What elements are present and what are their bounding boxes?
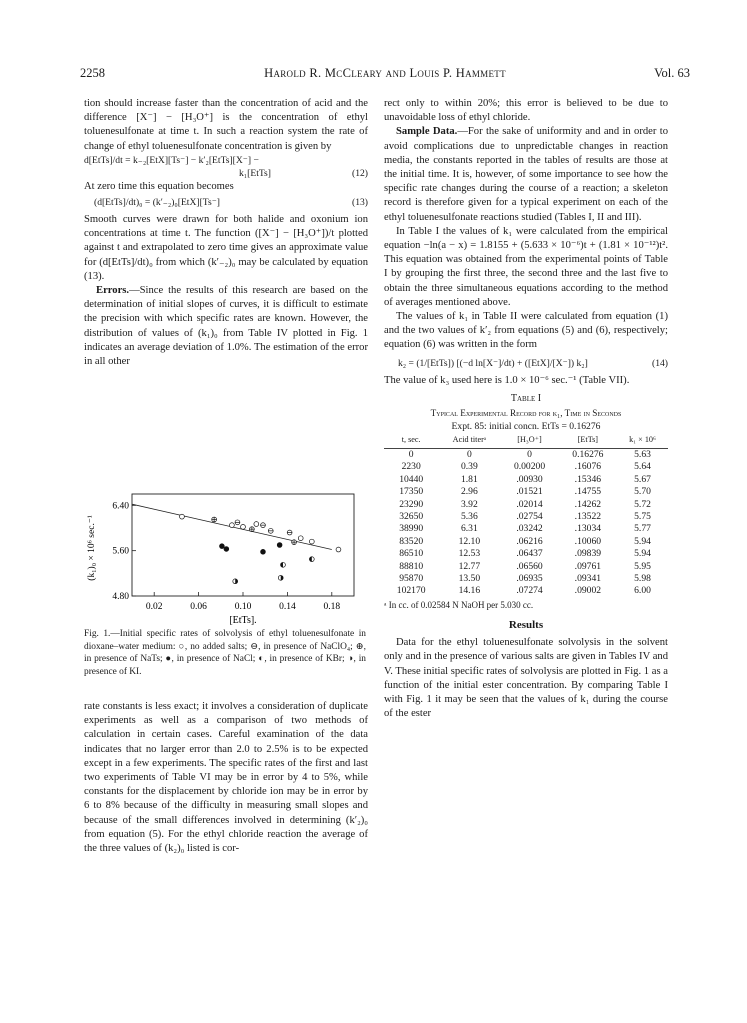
data-point-open bbox=[180, 514, 185, 519]
table-1 bbox=[384, 392, 668, 612]
table-cell: 10440 bbox=[399, 473, 424, 485]
table-body bbox=[384, 448, 668, 597]
y-axis-label: (k₁)₀ × 10⁶ sec.⁻¹ bbox=[87, 515, 97, 581]
running-header bbox=[80, 66, 690, 84]
table-cell: 0.16276 bbox=[572, 448, 604, 460]
paragraph: rate constants is less exact; it involves a consideration of duplicate experiments as well as a comparison of two methods of calculation in certain cases. Careful examination of the data indicates that no larger error than 2.0 to 2.5% is to be expected except in a few experiments. The specific rates of the first and last two experiments of Table VI may be in error by 4 to 5%, while constants for the displacement by chloride ion may be in error by 6 to 8% because of the difficulty in measuring small slopes and because of the small differences involved in determining (k′₂)₀ from equation (5). For the ethyl chloride reaction the average of the three values of (k₂)₀ listed is cor- bbox=[84, 701, 368, 855]
data-point-minus bbox=[235, 520, 240, 525]
table-subtitle: Expt. 85: initial concn. EtTs = 0.16276 bbox=[451, 421, 601, 433]
table-cell: 5.75 bbox=[634, 510, 651, 522]
data-point-half-left bbox=[281, 562, 286, 567]
table-header-cell: Acid titerᵃ bbox=[438, 434, 500, 448]
table-cell: 0 bbox=[527, 448, 532, 460]
point-marker bbox=[180, 514, 185, 519]
point-marker bbox=[261, 549, 266, 554]
right-column bbox=[384, 97, 668, 721]
table-cell: 2230 bbox=[401, 461, 421, 473]
data-point-minus bbox=[287, 530, 292, 535]
table-cell: 5.72 bbox=[634, 498, 651, 510]
table-cell: .06935 bbox=[516, 572, 543, 584]
table-row bbox=[384, 461, 668, 473]
equation-number: (13) bbox=[352, 197, 368, 209]
run-in-heading: Sample Data. bbox=[396, 126, 458, 138]
table-cell: 0 bbox=[466, 448, 472, 460]
table-cell: 13.50 bbox=[458, 572, 481, 584]
run-in-heading: Errors. bbox=[96, 285, 130, 297]
equation-12-line1: d[EtTs]/dt = k₋₂[EtX][Ts⁻] − k′₂[EtTs][X⁻] − bbox=[84, 154, 259, 166]
table-cell: .09761 bbox=[574, 560, 602, 572]
table-row bbox=[384, 561, 668, 573]
point-marker bbox=[298, 536, 303, 541]
table-cell: 5.77 bbox=[634, 523, 651, 535]
table-row bbox=[384, 585, 668, 597]
running-authors: Harold R. McCleary and Louis P. Hammett bbox=[264, 66, 506, 80]
table-cell: 0.00200 bbox=[513, 461, 546, 473]
point-marker bbox=[254, 522, 259, 527]
table-cell: .13522 bbox=[574, 510, 602, 522]
x-tick-label: 0.18 bbox=[323, 602, 341, 612]
point-marker bbox=[224, 547, 229, 552]
table-cell: .07274 bbox=[516, 585, 543, 597]
table-row bbox=[384, 486, 668, 498]
equation-14 bbox=[398, 357, 668, 370]
data-point-filled bbox=[224, 547, 229, 552]
paragraph: rect only to within 20%; this error is believed to be due to unavoidable loss of ethyl chloride. bbox=[384, 98, 668, 124]
table-cell: 6.31 bbox=[460, 523, 478, 535]
equation-13-body: (d[EtTs]/dt)₀ = (k′₋₂)₀[EtX][Ts⁻] bbox=[94, 197, 220, 209]
paragraph: Data for the ethyl toluenesulfonate solvolysis in the solvent only and in the presence of various salts are given in Tables IV and V. These initial specific rates of solvolysis are plotted in Fig. 1 as a function of the initial ester concentration. By comparing Table I with Fig. 1 it may be seen that the values of k₁ during the course of the ester bbox=[384, 637, 668, 720]
point-marker bbox=[336, 547, 341, 552]
table-header-cell: t, sec. bbox=[384, 434, 438, 448]
table-cell: 6.00 bbox=[634, 585, 651, 597]
table-cell: .16076 bbox=[574, 461, 602, 473]
paragraph: The value of k₃ used here is 1.0 × 10⁻⁶ sec.⁻¹ (Table VII). bbox=[384, 374, 630, 386]
equation-13 bbox=[94, 196, 368, 209]
paragraph-errors bbox=[84, 284, 368, 369]
x-tick-label: 0.06 bbox=[190, 602, 207, 612]
table-row bbox=[384, 511, 668, 523]
table-footnote: ᵃ In cc. of 0.02584 N NaOH per 5.030 cc. bbox=[384, 599, 534, 610]
axis-ticks bbox=[132, 505, 332, 596]
page-number: 2258 bbox=[80, 66, 105, 80]
equation-12 bbox=[84, 154, 368, 180]
table-cell: .02754 bbox=[516, 510, 543, 522]
paragraph: At zero time this equation becomes bbox=[84, 180, 234, 192]
data-point-minus bbox=[268, 528, 273, 533]
table-cell: 2.96 bbox=[460, 486, 478, 498]
table-cell: 5.67 bbox=[634, 473, 651, 485]
table-row bbox=[384, 448, 668, 461]
data-point-filled bbox=[277, 543, 282, 548]
data-points bbox=[180, 514, 341, 583]
data-point-plus bbox=[212, 517, 217, 522]
table-cell: 5.94 bbox=[634, 535, 651, 547]
paragraph-sample-data bbox=[384, 125, 668, 224]
data-point-open bbox=[309, 539, 314, 544]
paragraph: In Table I the values of k₁ were calculated from the empirical equation −ln(a − x) = 1.8155 + (5.633 × 10⁻⁶)t + (1.81 × 10⁻¹²)t². This equation was obtained from the experimental points of Table I by grouping the first three, the second three and the last five to obtain the three simultaneous equations according to the method of averages mentioned above. bbox=[384, 225, 668, 308]
equation-14-body: k₂ = (1/[EtTs]) [(−d ln[X⁻]/dt) + ([EtX]/[X⁻]) k₂] bbox=[398, 357, 588, 369]
axis-tick-labels bbox=[112, 501, 340, 612]
equation-number: (14) bbox=[652, 357, 668, 369]
equation-number: (12) bbox=[352, 167, 368, 179]
equation-12-line2-row bbox=[84, 167, 368, 180]
paragraph: Smooth curves were drawn for both halide and oxonium ion concentrations at time t. The function ([X⁻] − [H₃O⁺])/t plotted against t and extrapolated to zero time gives an approximate value for (d[EtTs]/dt)₀ from which (k′₋₂)₀ may be calculated by equation (13). bbox=[84, 214, 368, 282]
table-cell: 12.10 bbox=[458, 535, 481, 547]
point-marker bbox=[309, 539, 314, 544]
table-cell: .10060 bbox=[574, 535, 602, 547]
table-header-cell: [EtTs] bbox=[559, 434, 617, 448]
plot-frame bbox=[132, 494, 354, 596]
table-cell: .09341 bbox=[574, 572, 602, 584]
data-point-half-right bbox=[278, 575, 283, 580]
data-point-plus bbox=[249, 527, 254, 532]
data-point-open bbox=[298, 536, 303, 541]
figure-caption: Fig. 1.—Initial specific rates of solvolysis of ethyl toluenesulfonate in dioxane–water medium: ○, no added salts; ⊖, in presence of NaClO₄; ⊕, in presence of NaTs; ●, in presence of NaCl; ◐, in presence of KBr; ◑, in presence of KI. bbox=[84, 629, 366, 677]
table-row bbox=[384, 474, 668, 486]
table-cell: 5.98 bbox=[634, 572, 651, 584]
data-point-half-left bbox=[309, 557, 314, 562]
table-cell: .06560 bbox=[516, 560, 543, 572]
table-cell: .06437 bbox=[516, 548, 543, 560]
table-cell: .14755 bbox=[574, 486, 602, 498]
table-cell: 14.16 bbox=[458, 585, 481, 597]
table-row bbox=[384, 573, 668, 585]
table-cell: 95870 bbox=[399, 572, 424, 584]
table-header-cell: [H₃O⁺] bbox=[500, 434, 558, 448]
paragraph-text: —Since the results of this research are based on the determination of initial slopes of curves, it is difficult to estimate the precision with which specific rates are known. However, the distribution of values of (k₁)₀ from Table IV plotted in Fig. 1 indicates an average deviation of 1.0%. The estimation of the error in all other bbox=[84, 285, 368, 368]
data-point-filled bbox=[220, 544, 225, 549]
table-cell: 12.53 bbox=[458, 548, 481, 560]
data-point-open bbox=[336, 547, 341, 552]
table-row bbox=[384, 499, 668, 511]
table-header-row bbox=[384, 434, 668, 448]
table-cell: .14262 bbox=[574, 498, 602, 510]
y-tick-label: 4.80 bbox=[112, 592, 129, 602]
section-heading-results: Results bbox=[508, 618, 544, 631]
table-cell: 88810 bbox=[399, 560, 424, 572]
table-header-cell: k₁ × 10⁶ bbox=[617, 434, 668, 448]
y-tick-label: 5.60 bbox=[112, 546, 129, 557]
point-marker bbox=[220, 544, 225, 549]
table-cell: 5.64 bbox=[634, 461, 651, 473]
table-cell: .06216 bbox=[516, 535, 543, 547]
data-point-open bbox=[254, 522, 259, 527]
table-cell: 102170 bbox=[396, 585, 426, 597]
table-cell: .00930 bbox=[516, 473, 543, 485]
data-point-half-right bbox=[233, 579, 238, 584]
table-cell: 38990 bbox=[399, 523, 424, 535]
table-cell: 32650 bbox=[399, 510, 424, 522]
table-cell: 5.70 bbox=[634, 486, 651, 498]
table-cell: .03242 bbox=[516, 523, 543, 535]
paragraph: The values of k₁ in Table II were calculated from equation (1) and the two values of k′₂ from equations (5) and (6), respectively; equation (6) was written in the form bbox=[384, 311, 668, 351]
table-cell: 1.81 bbox=[460, 473, 478, 485]
x-tick-label: 0.02 bbox=[145, 602, 163, 612]
table-row bbox=[384, 523, 668, 535]
table-cell: 17350 bbox=[399, 486, 424, 498]
x-tick-label: 0.14 bbox=[279, 602, 296, 612]
data-point-minus bbox=[261, 523, 266, 528]
table-cell: 5.94 bbox=[634, 548, 651, 560]
table-cell: 5.63 bbox=[634, 448, 651, 460]
data-table bbox=[384, 434, 668, 597]
table-cell: .02014 bbox=[516, 498, 543, 510]
paragraph: tion should increase faster than the concentration of acid and the difference [X⁻] − [H₃O⁺] is the concentration of ethyl toluenesulfonate at time t. In such a reaction system the rate of change of ethyl toluenesulfonate concentration is given by bbox=[84, 98, 368, 152]
table-cell: 0 bbox=[408, 448, 414, 460]
table-cell: 23290 bbox=[399, 498, 424, 510]
point-marker bbox=[241, 524, 246, 529]
table-cell: 83520 bbox=[399, 535, 424, 547]
table-cell: .09839 bbox=[574, 548, 602, 560]
equation-12-line2: k₁[EtTs] bbox=[239, 167, 271, 179]
figure-1-chart bbox=[84, 492, 366, 626]
point-marker bbox=[230, 523, 235, 528]
table-cell: 5.95 bbox=[634, 560, 651, 572]
table-cell: 0.39 bbox=[460, 461, 478, 473]
table-title: Typical Experimental Record for k₁, Time in Seconds bbox=[430, 408, 622, 419]
data-point-plus bbox=[292, 540, 297, 545]
journal-volume: Vol. 63 bbox=[654, 66, 690, 80]
x-tick-label: 0.10 bbox=[234, 602, 252, 612]
x-axis-label: [EtTs]. bbox=[229, 615, 257, 626]
paragraph-text: —For the sake of uniformity and and in order to avoid complications due to unpredictable changes in reaction media, the constants reported in the tables of results are those at the initial time. It is, however, of some importance to see how the specific rate changes during the course of a reaction; a skeleton record is therefore given for a typical experiment on each of the ethyl toluenesulfonate reactions studied (Tables I, II and III). bbox=[384, 126, 668, 223]
left-column-bottom bbox=[84, 700, 368, 856]
point-marker bbox=[277, 543, 282, 548]
table-cell: .01521 bbox=[516, 486, 543, 498]
table-cell: .15346 bbox=[574, 473, 602, 485]
table-cell: 86510 bbox=[399, 548, 424, 560]
table-row bbox=[384, 536, 668, 548]
table-cell: .09002 bbox=[574, 585, 602, 597]
data-point-open bbox=[230, 523, 235, 528]
table-row bbox=[384, 548, 668, 560]
y-tick-label: 6.40 bbox=[112, 501, 129, 512]
left-column-top bbox=[84, 97, 368, 369]
table-cell: 5.36 bbox=[460, 510, 478, 522]
data-point-filled bbox=[261, 549, 266, 554]
table-cell: 3.92 bbox=[460, 498, 478, 510]
table-label: Table I bbox=[510, 392, 542, 404]
table-cell: .13034 bbox=[574, 523, 602, 535]
data-point-open bbox=[241, 524, 246, 529]
table-cell: 12.77 bbox=[458, 560, 481, 572]
